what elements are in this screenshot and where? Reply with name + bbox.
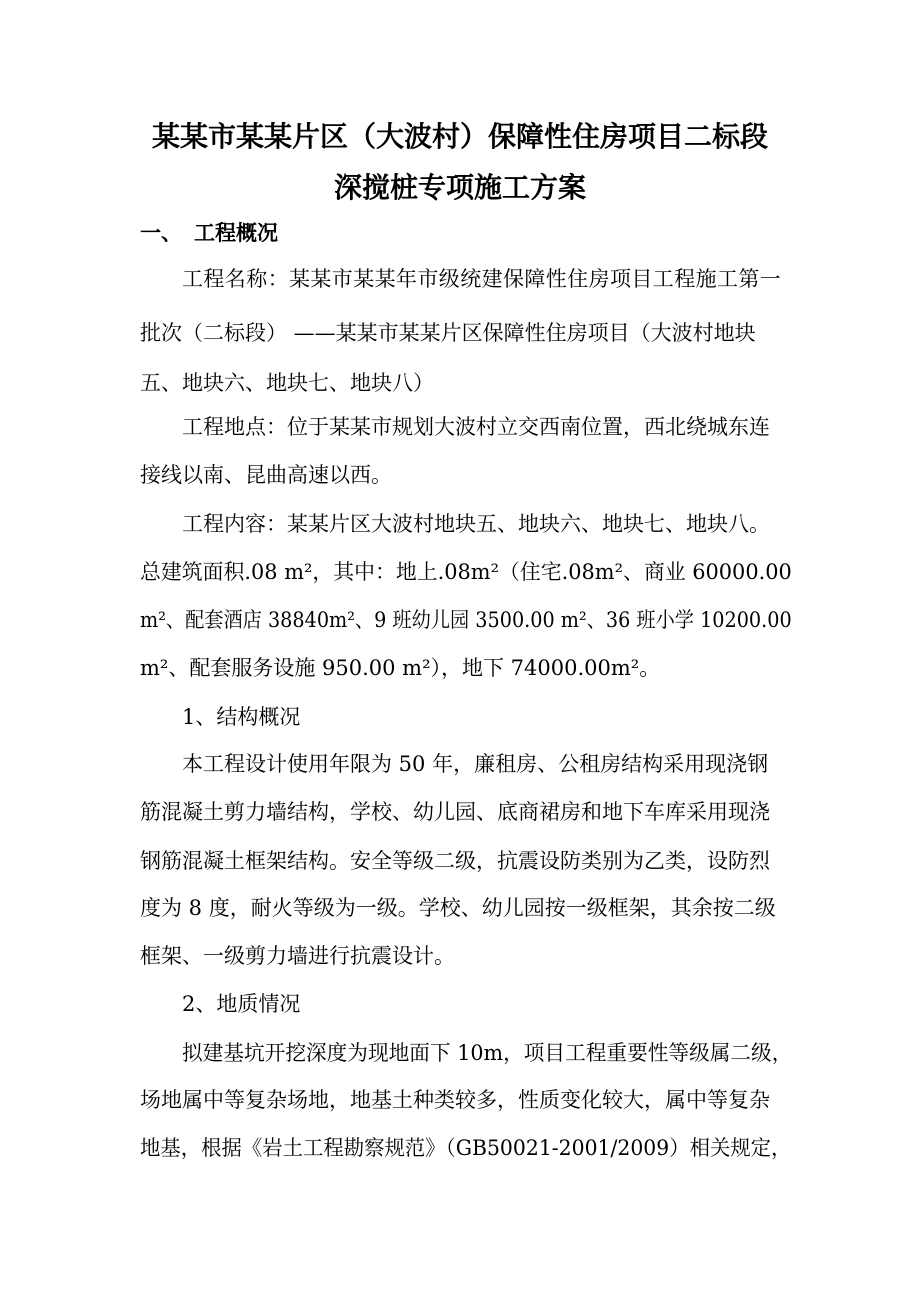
paragraph-line-structure-5: 框架、一级剪力墙进行抗震设计。 — [140, 944, 455, 968]
paragraph-line-project-content-1: 工程内容：某某片区大波村地块五、地块六、地块七、地块八。 — [182, 512, 770, 536]
paragraph-line-project-content-4: m²、配套服务设施 950.00 m²），地下 74000.00m²。 — [140, 656, 661, 680]
paragraph-line-structure-3: 钢筋混凝土框架结构。安全等级二级，抗震设防类别为乙类，设防烈 — [140, 849, 770, 873]
subsection-heading-geology: 2、地质情况 — [182, 992, 301, 1016]
paragraph-line-project-name-1: 工程名称：某某市某某年市级统建保障性住房项目工程施工第一 — [182, 267, 782, 291]
paragraph-line-project-content-3: m²、配套酒店 38840m²、9 班幼儿园 3500.00 m²、36 班小学 10200.00 — [140, 608, 792, 632]
subsection-heading-structure: 1、结构概况 — [182, 705, 301, 729]
paragraph-line-geology-2: 场地属中等复杂场地，地基土种类较多，性质变化较大，属中等复杂 — [140, 1088, 770, 1112]
paragraph-line-structure-2: 筋混凝土剪力墙结构，学校、幼儿园、底商裙房和地下车库采用现浇 — [140, 800, 770, 824]
section-number: 一、 — [140, 221, 182, 245]
paragraph-line-geology-1: 拟建基坑开挖深度为现地面下 10m，项目工程重要性等级属二级， — [182, 1041, 793, 1065]
paragraph-line-structure-4: 度为 8 度，耐火等级为一级。学校、幼儿园按一级框架，其余按二级 — [140, 896, 776, 920]
paragraph-line-geology-3: 地基，根据《岩土工程勘察规范》（GB50021-2001/2009）相关规定， — [140, 1136, 792, 1160]
paragraph-line-project-location-1: 工程地点：位于某某市规划大波村立交西南位置，西北绕城东连 — [182, 415, 770, 439]
document-title-line-1: 某某市某某片区（大波村）保障性住房项目二标段 — [151, 120, 768, 153]
document-title-line-2: 深搅桩专项施工方案 — [333, 171, 586, 204]
paragraph-line-structure-1: 本工程设计使用年限为 50 年，廉租房、公租房结构采用现浇钢 — [182, 752, 769, 776]
paragraph-line-project-location-2: 接线以南、昆曲高速以西。 — [140, 463, 392, 487]
paragraph-line-project-content-2: 总建筑面积.08 m²，其中：地上.08m²（住宅.08m²、商业 60000.00 — [140, 560, 792, 584]
paragraph-line-project-name-3: 五、地块六、地块七、地块八） — [140, 371, 434, 395]
section-heading-text: 工程概况 — [194, 221, 278, 245]
section-heading-overview — [140, 218, 278, 248]
paragraph-line-project-name-2: 批次（二标段） ——某某市某某片区保障性住房项目（大波村地块 — [140, 321, 756, 345]
